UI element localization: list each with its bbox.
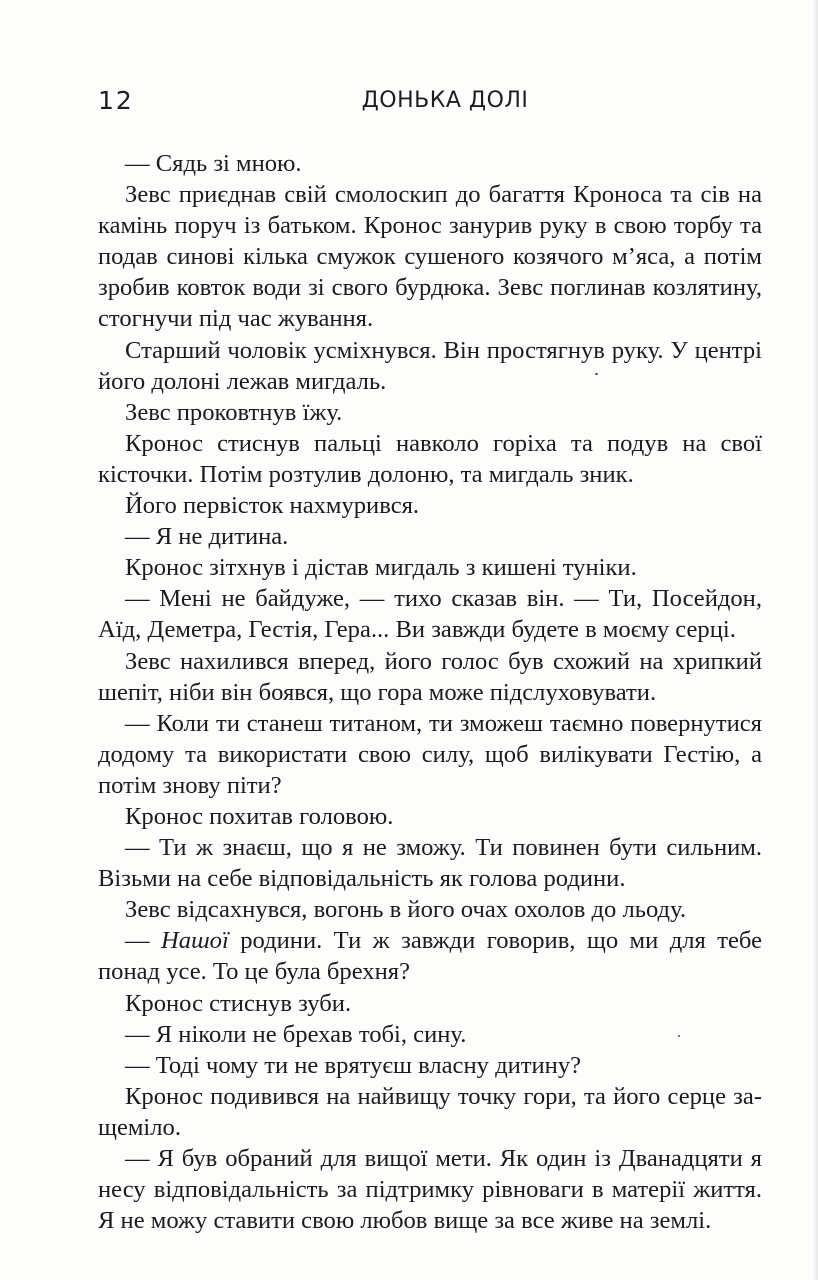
- paragraph: — Сядь зі мною.: [125, 150, 302, 177]
- paragraph: — Я не дитина.: [125, 523, 289, 551]
- paragraph: Кронос похитав головою.: [125, 802, 394, 830]
- text-body: [98, 148, 762, 1236]
- running-head: [98, 82, 762, 122]
- paragraph: — Ти ж знаєш, що я не зможу. Ти повинен бути сильним. Візьми на себе відповідальність як голова родини.: [98, 834, 762, 893]
- paragraph: Кронос стиснув зуби.: [125, 989, 352, 1017]
- paragraph: Старший чоловік усміхнувся. Він простягнув руку. У центрі його долоні лежав мигдаль.: [98, 336, 762, 395]
- page-edge-shadow: [812, 0, 818, 1280]
- book-title: ДОНЬКА ДОЛІ: [361, 88, 529, 113]
- paragraph: — Я ніколи не брехав тобі, сину.: [125, 1020, 467, 1048]
- paragraph: Зевс нахилився вперед, його голос був схожий на хрипкий шепіт, ніби він боявся, що гора може підслуховувати.: [98, 647, 762, 706]
- paragraph: Зевс відсахнувся, вогонь в його очах охолов до льоду.: [125, 896, 687, 924]
- paragraph: — Коли ти станеш титаном, ти зможеш таємно повернутися додому та використати свою силу, щоб вилікувати Гестію, а потім знову піти?: [98, 709, 762, 799]
- paper-speck: [595, 373, 598, 375]
- paragraph: Кронос стиснув пальці навколо горіха та подув на свої кісточки. Потім розтулив долоню, та мигдаль зник.: [98, 429, 762, 488]
- paragraph: — Тоді чому ти не врятуєш власну дитину?: [125, 1051, 582, 1079]
- dialogue-dash: —: [125, 927, 162, 955]
- paragraph: Кронос подивився на найвищу точку гори, та його серце защеміло.: [98, 1082, 762, 1141]
- paragraph: — Я був обраний для вищої мети. Як один із Дванадцяти я несу відповідальність за підтримку рівноваги в матерії життя. Я не можу ставити свою любов вище за все живе на землі.: [98, 1145, 762, 1235]
- paragraph-with-italic: [98, 925, 762, 987]
- paragraph: — Мені не байдуже, — тихо сказав він. — Ти, Посейдон, Аїд, Деметра, Гестія, Гера... Ви завжди будете в моєму серці.: [98, 585, 762, 644]
- page-number: 12: [98, 86, 134, 115]
- paragraph: Зевс проковтнув їжу.: [125, 398, 343, 426]
- paragraph: Зевс приєднав свій смолоскип до багаття Кроноса та сів на камінь поруч із батьком. Кронос занурив руку в свою торбу та подав синові кілька смужок сушеного козячого м’яса, а потім зробив ковток води зі свого бурдюка. Зевс поглинав козлятину, стогнучи під час жування.: [98, 181, 762, 333]
- italic-word: Нашої: [161, 927, 229, 955]
- paper-speck: [678, 1035, 680, 1037]
- paragraph: Його первісток нахмурився.: [125, 492, 420, 520]
- paragraph: Кронос зітхнув і дістав мигдаль з кишені туніки.: [125, 554, 637, 582]
- paragraph-rest: родини. Ти ж завжди говорив, що ми для тебе понад усе. То це була брехня?: [98, 927, 762, 986]
